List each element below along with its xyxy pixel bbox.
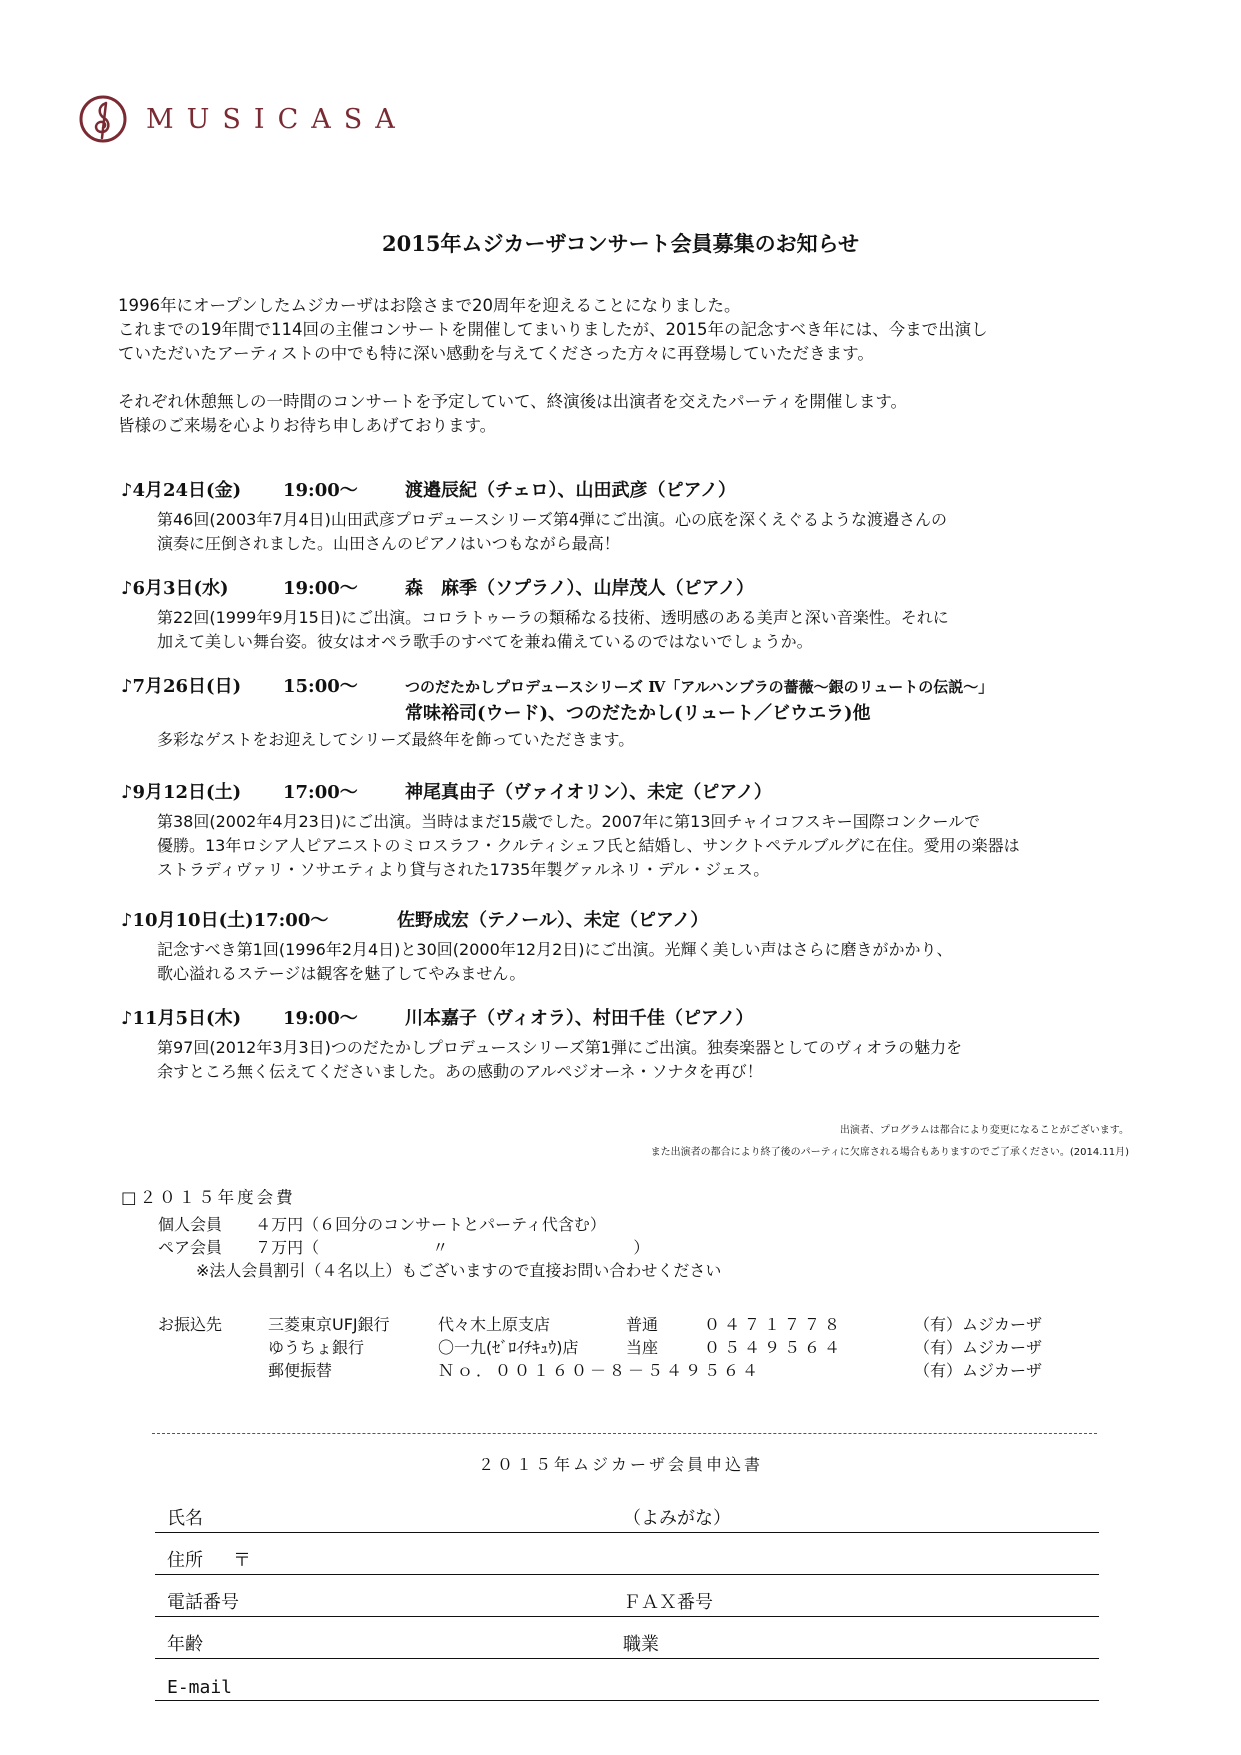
event-time: 17:00～ <box>283 782 358 803</box>
email-label: E-mail <box>167 1677 233 1698</box>
desc-line: 加えて美しい舞台姿。彼女はオペラ歌手のすべてを兼ね備えているのではないでしょうか。 <box>157 632 813 651</box>
desc-line: 余すところ無く伝えてくださいました。あの感動のアルペジオーネ・ソナタを再び！ <box>157 1062 763 1081</box>
event-performers: 常味裕司(ウード)、つのだたかし(リュート／ビウエラ)他 <box>405 703 871 724</box>
event-date: ♪9月12日(土) <box>121 782 242 803</box>
intro-text <box>118 294 1138 438</box>
event-performers: 神尾真由子（ヴァイオリン）、未定（ピアノ） <box>405 782 772 803</box>
page-title: 2015年ムジカーザコンサート会員募集のお知らせ <box>382 231 859 256</box>
fee-value: ７万円（ <box>255 1238 320 1257</box>
name-label: 氏名 <box>167 1508 203 1529</box>
concert-event <box>121 674 1141 752</box>
job-label: 職業 <box>623 1634 659 1655</box>
event-description <box>157 810 1141 882</box>
event-date: ♪10月10日(土)17:00～ <box>121 910 329 931</box>
event-description <box>157 508 1141 556</box>
footnote: また出演者の都合により終了後のパーティに欠席される場合もありますのでご了承ください。(2014.11月) <box>650 1147 1129 1158</box>
event-date: ♪4月24日(金) <box>121 480 242 501</box>
desc-line: 第22回(1999年9月15日)にご出演。コロラトゥーラの類稀なる技術、透明感のある美声と深い音楽性。それに <box>157 608 949 627</box>
fees-title: □２０１５年度会費 <box>121 1188 296 1207</box>
form-row-email[interactable] <box>155 1670 1099 1701</box>
account-holder: （有）ムジカーザ <box>914 1315 1043 1334</box>
bank-branch: 代々木上原支店 <box>438 1315 551 1334</box>
intro-line: ていただいたアーティストの中でも特に深い感動を与えてくださった方々に再登場していただきます。 <box>118 344 874 363</box>
age-label: 年齢 <box>167 1634 203 1655</box>
event-time: 19:00～ <box>283 1008 358 1029</box>
form-row-address[interactable] <box>155 1544 1099 1575</box>
bank-name: 三菱東京UFJ銀行 <box>268 1315 390 1334</box>
concert-event <box>121 780 1141 882</box>
fee-label: 個人会員 <box>158 1215 223 1234</box>
event-description <box>157 1036 1141 1084</box>
account-number: ０４７１７７８ <box>704 1315 845 1334</box>
desc-line: 第38回(2002年4月23日)にご出演。当時はまだ15歳でした。2007年に第13回チャイコフスキー国際コンクールで <box>157 812 981 831</box>
event-performers: 森 麻季（ソプラノ）、山岸茂人（ピアノ） <box>405 578 755 599</box>
desc-line: 第46回(2003年7月4日)山田武彦プロデュースシリーズ第4弾にご出演。心の底を深くえぐるような渡邉さんの <box>157 510 948 529</box>
postal-mark: 〒 <box>233 1550 251 1571</box>
event-performers: 渡邉辰紀（チェロ）、山田武彦（ピアノ） <box>405 480 737 501</box>
desc-line: 歌心溢れるステージは観客を魅了してやみません。 <box>157 964 526 983</box>
event-performers: 佐野成宏（テノール）、未定（ピアノ） <box>397 910 709 931</box>
bank-branch: 〇一九(ｾﾞﾛｲﾁｷｭｳ)店 <box>438 1338 579 1357</box>
event-time: 19:00～ <box>283 480 358 501</box>
intro-line: 皆様のご来場を心よりお待ち申しあげております。 <box>118 416 497 435</box>
account-number: ０５４９５６４ <box>704 1338 845 1357</box>
account-holder: （有）ムジカーザ <box>914 1361 1043 1380</box>
desc-line: 多彩なゲストをお迎えしてシリーズ最終年を飾っていただきます。 <box>157 730 635 749</box>
ditto-mark: 〃 <box>432 1238 449 1257</box>
brand-logo <box>78 94 408 144</box>
fax-label: ＦＡＸ番号 <box>623 1592 713 1613</box>
concert-event <box>121 1006 1141 1084</box>
event-date: ♪6月3日(水) <box>121 578 229 599</box>
intro-line: これまでの19年間で114回の主催コンサートを開催してまいりましたが、2015年の記念すべき年には、今まで出演し <box>118 320 988 339</box>
address-label: 住所 <box>167 1550 203 1571</box>
event-date: ♪11月5日(木) <box>121 1008 242 1029</box>
desc-line: 第97回(2012年3月3日)つのだたかしプロデュースシリーズ第1弾にご出演。独奏楽器としてのヴィオラの魅力を <box>157 1038 963 1057</box>
form-row-age[interactable] <box>155 1628 1099 1659</box>
fee-label: ペア会員 <box>158 1238 223 1257</box>
event-description <box>157 606 1141 654</box>
account-type: 当座 <box>626 1338 659 1357</box>
bank-label: お振込先 <box>158 1315 223 1334</box>
account-type: 普通 <box>626 1315 659 1334</box>
form-row-name[interactable] <box>155 1502 1099 1533</box>
intro-line: それぞれ休憩無しの一時間のコンサートを予定していて、終演後は出演者を交えたパーティを開催します。 <box>118 392 908 411</box>
concert-event <box>121 908 1141 986</box>
desc-line: 記念すべき第1回(1996年2月4日)と30回(2000年12月2日)にご出演。光輝く美しい声はさらに磨きがかかり、 <box>157 940 953 959</box>
yomi-label: （よみがな） <box>623 1508 731 1529</box>
brand-name: MUSICASA <box>146 103 408 135</box>
phone-label: 電話番号 <box>167 1592 239 1613</box>
event-description <box>157 938 1141 986</box>
desc-line: ストラディヴァリ・ソサエティより貸与された1735年製グァルネリ・デル・ジェス。 <box>157 860 770 879</box>
desc-line: 優勝。13年ロシア人ピアニストのミロスラフ・クルティシェフ氏と結婚し、サンクトペテルブルグに在住。愛用の楽器は <box>157 836 1020 855</box>
event-series: つのだたかしプロデュースシリーズ Ⅳ「アルハンブラの薔薇～銀のリュートの伝説～」 <box>405 678 994 696</box>
intro-line: 1996年にオープンしたムジカーザはお陰さまで20周年を迎えることになりました。 <box>118 296 741 315</box>
fee-close: ） <box>633 1238 650 1257</box>
event-description <box>157 728 1141 752</box>
event-date: ♪7月26日(日) <box>121 676 242 697</box>
cut-line <box>152 1433 1097 1434</box>
fee-individual <box>158 1212 606 1235</box>
event-time: 15:00～ <box>283 676 358 697</box>
footnote: 出演者、プログラムは都合により変更になることがございます。 <box>839 1125 1129 1136</box>
treble-clef-icon <box>78 94 128 144</box>
account-number: Ｎｏ．００１６０－８－５４９５６４ <box>438 1361 762 1380</box>
footnotes <box>651 1120 1129 1164</box>
bank-name: ゆうちょ銀行 <box>268 1338 365 1357</box>
bank-name: 郵便振替 <box>268 1361 333 1380</box>
fee-value: ４万円（６回分のコンサートとパーティ代含む） <box>255 1215 606 1234</box>
concert-event <box>121 576 1141 654</box>
concert-event <box>121 478 1141 556</box>
account-holder: （有）ムジカーザ <box>914 1338 1043 1357</box>
desc-line: 演奏に圧倒されました。山田さんのピアノはいつもながら最高！ <box>157 534 620 553</box>
form-title: ２０１５年ムジカーザ会員申込書 <box>477 1455 763 1474</box>
fee-corporate-note: ※法人会員割引（４名以上）もございますので直接お問い合わせください <box>196 1261 722 1280</box>
event-time: 19:00～ <box>283 578 358 599</box>
event-performers: 川本嘉子（ヴィオラ）、村田千佳（ピアノ） <box>405 1008 754 1029</box>
form-row-phone[interactable] <box>155 1586 1099 1617</box>
fee-pair <box>158 1235 649 1258</box>
